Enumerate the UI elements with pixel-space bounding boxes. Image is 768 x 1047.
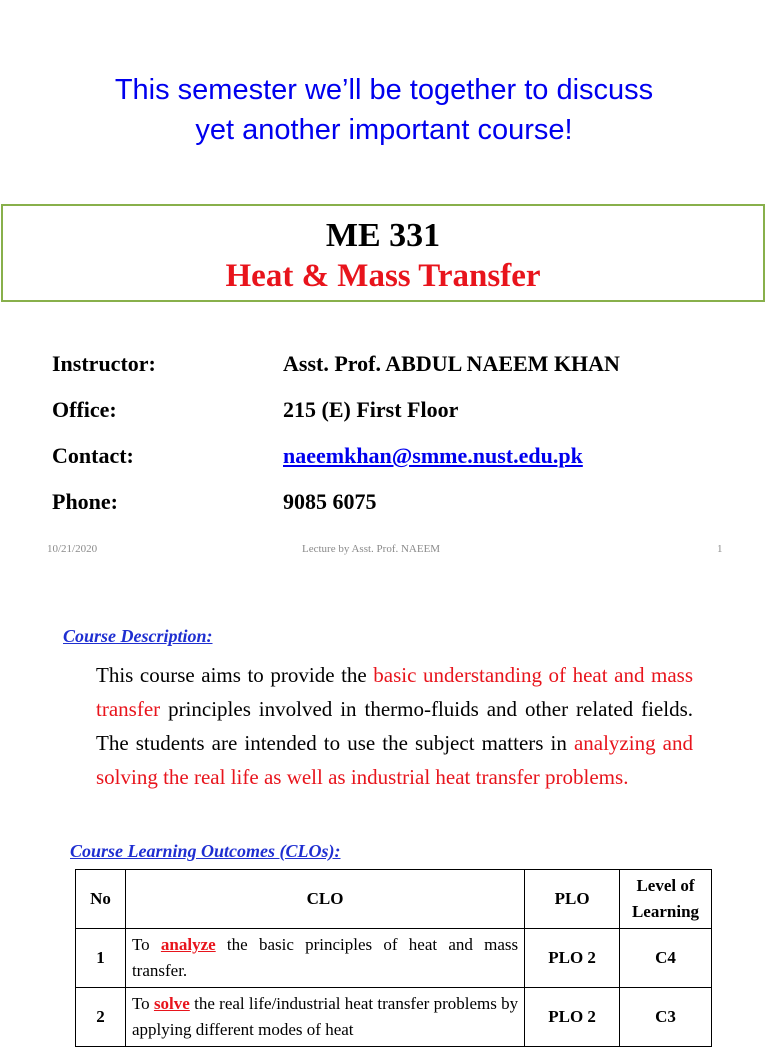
- office-value: 215 (E) First Floor: [283, 397, 459, 422]
- intro-text: [0, 70, 768, 150]
- clo-plo: PLO 2: [525, 929, 620, 988]
- col-header-no: No: [76, 870, 126, 929]
- table-row: [76, 929, 712, 988]
- description-highlight-1: basic understanding of heat and mass transfer: [96, 663, 693, 721]
- footer-date: 10/21/2020: [47, 543, 98, 555]
- clo-number: 2: [76, 988, 126, 1047]
- contact-label: Contact:: [52, 443, 134, 468]
- intro-line-1: This semester we’ll be together to discuss: [114, 74, 654, 106]
- course-title-box: [1, 204, 765, 302]
- col-header-clo: CLO: [125, 870, 524, 929]
- contact-email-link[interactable]: naeemkhan@smme.nust.edu.pk: [283, 443, 583, 468]
- clo-prefix: To: [131, 994, 154, 1013]
- clo-description: [125, 929, 524, 988]
- footer-page-number: 1: [717, 543, 723, 555]
- course-name: Heat & Mass Transfer: [225, 258, 541, 294]
- phone-value: 9085 6075: [283, 489, 377, 514]
- course-description-heading: Course Description:: [63, 626, 213, 646]
- clo-level: C4: [620, 929, 712, 988]
- clo-rest: the real life/industrial heat transfer problems by applying different modes of heat: [131, 994, 519, 1039]
- phone-label: Phone:: [52, 489, 118, 514]
- table-row: [76, 988, 712, 1047]
- description-text-3: .: [623, 765, 629, 789]
- clo-rest: the basic principles of heat and mass transfer.: [131, 935, 519, 980]
- intro-line-2: yet another important course!: [195, 114, 573, 146]
- clo-description: [125, 988, 524, 1047]
- clo-prefix: To: [131, 935, 161, 954]
- instructor-label: Instructor:: [52, 351, 156, 376]
- clo-level: C3: [620, 988, 712, 1047]
- clo-table-header-row: [76, 870, 712, 929]
- clo-verb: solve: [153, 994, 190, 1013]
- clo-heading: Course Learning Outcomes (CLOs):: [70, 841, 341, 861]
- course-code: ME 331: [325, 217, 441, 254]
- office-label: Office:: [52, 397, 117, 422]
- course-description-paragraph: [96, 658, 693, 794]
- footer-lecturer: Lecture by Asst. Prof. NAEEM: [302, 543, 441, 555]
- clo-verb: analyze: [160, 935, 216, 954]
- description-text-2: principles involved in thermo-fluids and other related fields. The students are intended to use the subject matters in: [96, 697, 693, 755]
- description-highlight-2: analyzing and solving the real life as well as industrial heat transfer problems: [96, 731, 693, 789]
- description-text-1: This course aims to provide the: [96, 663, 374, 687]
- col-header-plo: PLO: [525, 870, 620, 929]
- instructor-value: Asst. Prof. ABDUL NAEEM KHAN: [283, 351, 620, 376]
- col-header-level: Level of Learning: [620, 870, 712, 929]
- clo-plo: PLO 2: [525, 988, 620, 1047]
- clo-number: 1: [76, 929, 126, 988]
- clo-table: [75, 869, 712, 1047]
